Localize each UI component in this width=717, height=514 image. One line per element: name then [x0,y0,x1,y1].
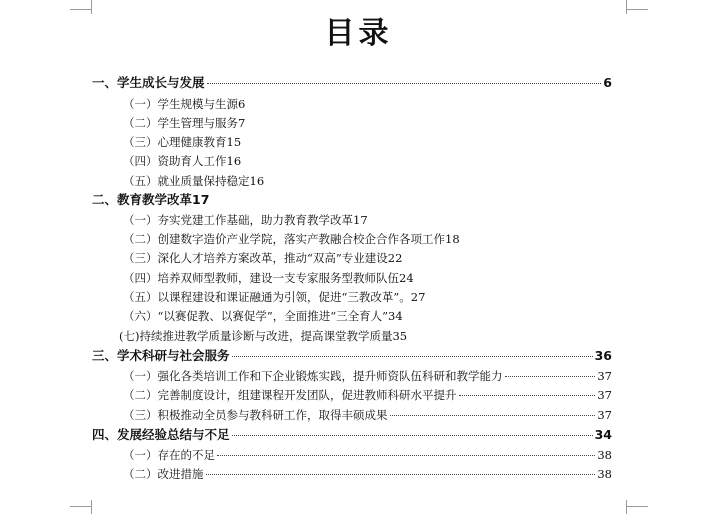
toc-entry[interactable] [123,230,460,248]
toc-entry-label: 一、学生成长与发展 [92,75,205,90]
toc-entry-label: （二）创建数字造价产业学院，落实产教融合校企合作各项工作 [123,232,445,246]
toc-entry[interactable] [123,307,403,325]
toc-entry-page: 17 [353,213,368,227]
toc-entry-page: 24 [399,271,414,285]
toc-entry-label: （一）存在的不足 [123,448,215,462]
toc-entry-page: 38 [597,467,612,481]
toc-entry-label: （五）就业质量保持稳定 [123,174,250,188]
toc-entry[interactable] [119,327,407,345]
toc-entry-label: 四、发展经验总结与不足 [92,427,230,442]
toc-entry[interactable] [123,465,612,483]
toc-entry-page: 7 [238,116,246,130]
toc-entry-page: 36 [594,348,612,363]
toc-entry-label: （六）“以赛促教、以赛促学”，全面推进“三全育人” [123,309,389,323]
toc-entry-label: （二）学生管理与服务 [123,116,238,130]
toc-entry[interactable] [123,95,245,113]
leader-dots [459,395,596,396]
toc-entry-page: 35 [392,329,408,343]
toc-entry-page: 38 [597,448,612,462]
leader-dots [207,83,602,84]
toc-entry-page: 37 [597,408,612,422]
toc-entry-label: （二）改进措施 [123,467,204,481]
toc-entry-page: 6 [603,75,612,90]
toc-entry-label: （三）深化人才培养方案改革，推动“双高”专业建设 [123,251,388,265]
toc-entry[interactable] [123,172,264,190]
toc-entry-label: （一）强化各类培训工作和下企业锻炼实践，提升师资队伍科研和教学能力 [123,369,503,383]
toc-entry-label: （四）资助育人工作 [123,154,227,168]
toc-entry-label: （五）以课程建设和课证融通为引领，促进“三教改革”。 [123,290,411,304]
toc-entry-page: 18 [445,232,460,246]
toc-entry-page: 17 [192,192,210,207]
toc-entry[interactable] [123,406,612,424]
toc-entry-page: 37 [597,369,612,383]
toc-entry-label: （二）完善制度设计，组建课程开发团队，促进教师科研水平提升 [123,388,457,402]
page-title: 目录 [324,16,393,51]
toc-entry-label: （一）夯实党建工作基础，助力教育教学改革 [123,213,353,227]
toc-entry[interactable] [123,446,612,464]
toc-entry[interactable] [123,367,612,385]
crop-mark [91,500,92,514]
toc-entry[interactable] [92,74,612,92]
toc-entry-page: 15 [226,135,242,149]
toc-entry-label: （三）心理健康教育 [123,135,227,149]
crop-mark [626,506,648,507]
toc-entry-page: 34 [594,427,612,442]
toc-entry-page: 27 [410,290,426,304]
leader-dots [232,435,593,436]
toc-entry-page: 16 [226,154,242,168]
toc-entry-label: （四）培养双师型教师，建设一支专家服务型教师队伍 [123,271,399,285]
toc-entry[interactable] [92,191,209,209]
toc-entry[interactable] [92,426,612,444]
toc-entry-page: 34 [388,309,403,323]
toc-entry[interactable] [123,133,241,151]
leader-dots [206,474,596,475]
crop-mark [70,506,92,507]
toc-entry[interactable] [123,386,612,404]
crop-mark [626,500,627,514]
toc-entry-page: 16 [249,174,265,188]
toc-entry[interactable] [123,249,402,267]
toc-entry-page: 37 [597,388,612,402]
toc-entry[interactable] [123,288,425,306]
toc-entry[interactable] [92,347,612,365]
leader-dots [232,356,593,357]
toc-entry-label: （三）积极推动全员参与教科研工作，取得丰硕成果 [123,408,388,422]
toc-entry-label: 三、学术科研与社会服务 [92,348,230,363]
toc-entry-page: 6 [238,97,246,111]
toc-entry-label: （一）学生规模与生源 [123,97,238,111]
toc-entry-page: 22 [387,251,403,265]
toc-entry[interactable] [123,152,241,170]
toc-entry[interactable] [123,114,245,132]
toc-entry-label: 二、教育教学改革 [92,192,193,207]
leader-dots [217,455,595,456]
leader-dots [390,415,596,416]
leader-dots [505,376,596,377]
toc-entry-label: (七)持续推进教学质量诊断与改进，提高课堂教学质量 [119,329,393,343]
toc-entry[interactable] [123,269,414,287]
toc-entry[interactable] [123,211,368,229]
